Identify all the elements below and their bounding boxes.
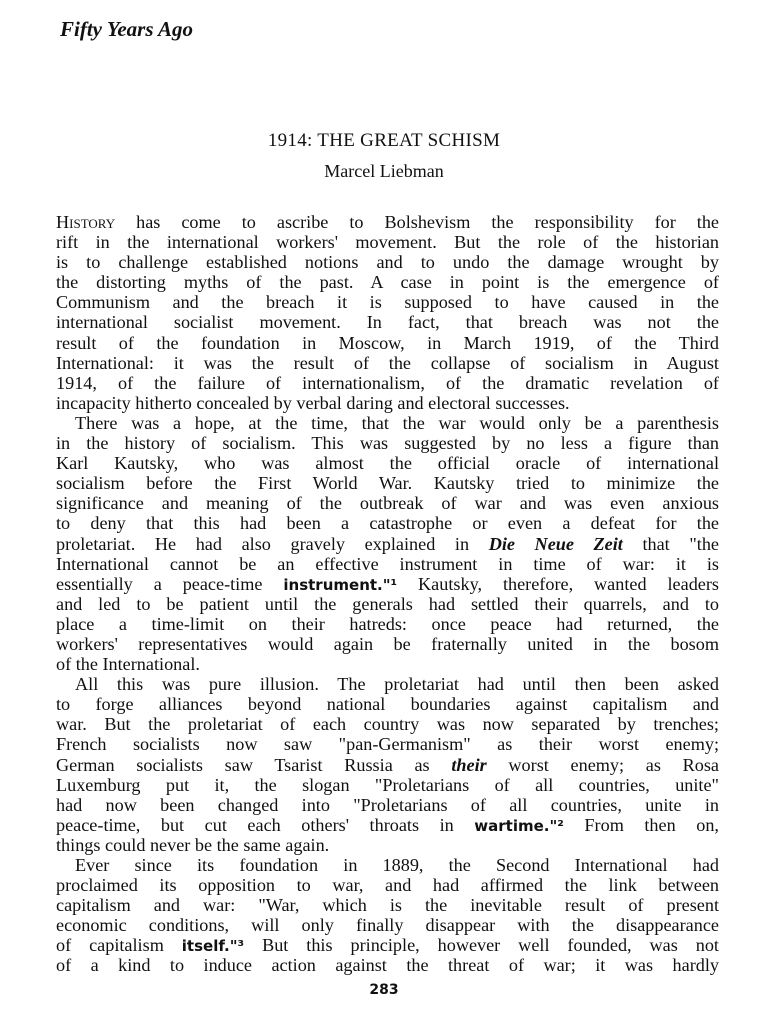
text-line	[56, 393, 719, 413]
text-line	[56, 433, 719, 453]
text-line	[56, 694, 719, 714]
text-line	[56, 895, 719, 915]
text-run: German socialists saw Tsarist Russia as	[56, 754, 452, 775]
text-run: had now been changed into "Proletarians of all countries, unite in	[56, 794, 719, 815]
text-line	[56, 855, 719, 875]
text-run: and led to be patient until the generals had settled their quarrels, and to	[56, 593, 719, 614]
text-run: workers' representatives would again be fraternally united in the bosom	[56, 633, 719, 654]
text-line	[56, 473, 719, 493]
text-line	[56, 554, 719, 574]
text-run: things could never be the same again.	[56, 834, 330, 855]
text-line	[56, 373, 719, 393]
text-run: essentially a peace-time	[56, 573, 284, 594]
text-run: of capitalism	[56, 935, 182, 956]
text-run: that "the	[622, 533, 719, 554]
page-number: 283	[369, 982, 399, 998]
text-run: incapacity hitherto concealed by verbal daring and electoral successes.	[56, 392, 570, 413]
text-run: International: it was the result of the collapse of socialism in August	[56, 352, 719, 373]
text-line	[56, 212, 719, 232]
article-body	[56, 212, 719, 976]
text-run: the distorting myths of the past. A case in point is the emergence of	[56, 272, 719, 293]
text-line	[56, 674, 719, 694]
text-run: socialism before the First World War. Kautsky tried to minimize the	[56, 473, 719, 494]
text-line	[56, 614, 719, 634]
text-run: significance and meaning of the outbreak of war and was even anxious	[56, 493, 719, 514]
text-run: of a kind to induce action against the threat of war; it was hardly	[56, 955, 719, 976]
text-run: Ever since its foundation in 1889, the Second International had	[75, 855, 719, 875]
text-line	[56, 875, 719, 895]
text-run: Communism and the breach it is supposed to have caused in the	[56, 292, 719, 313]
text-run: in the history of socialism. This was suggested by no less a figure than	[56, 433, 719, 454]
text-run: Karl Kautsky, who was almost the official oracle of international	[56, 453, 719, 474]
text-run: to deny that this had been a catastrophe or even a defeat for the	[56, 513, 719, 534]
text-line	[56, 734, 719, 754]
text-line	[56, 413, 719, 433]
text-line	[56, 835, 719, 855]
text-run: proclaimed its opposition to war, and had affirmed the link between	[56, 875, 719, 896]
running-head: Fifty Years Ago	[60, 17, 194, 41]
text-run: war. But the proletariat of each country was now separated by trenches;	[56, 714, 719, 735]
text-run: From then on,	[563, 814, 719, 835]
text-line	[56, 775, 719, 795]
text-line	[56, 312, 719, 332]
text-run: to forge alliances beyond national boundaries against capitalism and	[56, 694, 719, 715]
text-run: French socialists now saw "pan-Germanism" as their worst enemy;	[56, 734, 719, 755]
text-run: 1914, of the failure of internationalism, of the dramatic revelation of	[56, 372, 719, 393]
text-line	[56, 955, 719, 975]
text-line	[56, 493, 719, 513]
text-line	[56, 513, 719, 533]
text-run: of the International.	[56, 654, 200, 675]
text-line	[56, 714, 719, 734]
text-run: proletariat. He had also gravely explained in	[56, 533, 489, 554]
article-author: Marcel Liebman	[324, 161, 444, 181]
styled-text-run: itself."³	[181, 937, 245, 956]
article-title: 1914: THE GREAT SCHISM	[267, 130, 501, 151]
text-run: result of the foundation in Moscow, in March 1919, of the Third	[56, 332, 719, 353]
text-run: There was a hope, at the time, that the war would only be a parenthesis	[75, 412, 719, 433]
styled-text-run: Die Neue Zeit	[488, 533, 623, 554]
text-run: International cannot be an effective instrument in time of war: it is	[56, 553, 719, 574]
text-line	[56, 333, 719, 353]
text-line	[56, 574, 719, 594]
styled-text-run: their	[451, 754, 487, 775]
text-line	[56, 353, 719, 373]
text-line	[56, 594, 719, 614]
text-run: international socialist movement. In fact, that breach was not the	[56, 312, 719, 333]
text-line	[56, 915, 719, 935]
text-run: All this was pure illusion. The proletariat had until then been asked	[75, 674, 719, 695]
text-run: place a time-limit on their hatreds: once peace had returned, the	[56, 613, 719, 634]
text-run: But this principle, however well founded, was not	[244, 935, 719, 956]
text-line	[56, 634, 719, 654]
text-line	[56, 795, 719, 815]
text-line	[56, 935, 719, 955]
styled-text-run: instrument."¹	[283, 575, 398, 594]
text-line	[56, 292, 719, 312]
text-line	[56, 815, 719, 835]
text-run: worst enemy; as Rosa	[486, 754, 719, 775]
text-line	[56, 232, 719, 252]
text-line	[56, 755, 719, 775]
styled-text-run: wartime."²	[474, 816, 564, 835]
text-run: Luxemburg put it, the slogan "Proletarians of all countries, unite"	[56, 774, 719, 795]
text-line	[56, 453, 719, 473]
text-run: has come to ascribe to Bolshevism the responsibility for the	[115, 212, 719, 232]
text-run: economic conditions, will only finally disappear with the disappearance	[56, 915, 719, 936]
text-run: rift in the international workers' movement. But the role of the historian	[56, 232, 719, 253]
text-line	[56, 252, 719, 272]
text-run: Kautsky, therefore, wanted leaders	[397, 573, 719, 594]
styled-text-run: History	[56, 212, 116, 232]
text-run: peace-time, but cut each others' throats in	[56, 814, 475, 835]
text-line	[56, 654, 719, 674]
text-line	[56, 272, 719, 292]
text-run: capitalism and war: "War, which is the inevitable result of present	[56, 895, 719, 916]
text-run: is to challenge established notions and to undo the damage wrought by	[56, 252, 719, 273]
text-line	[56, 534, 719, 554]
